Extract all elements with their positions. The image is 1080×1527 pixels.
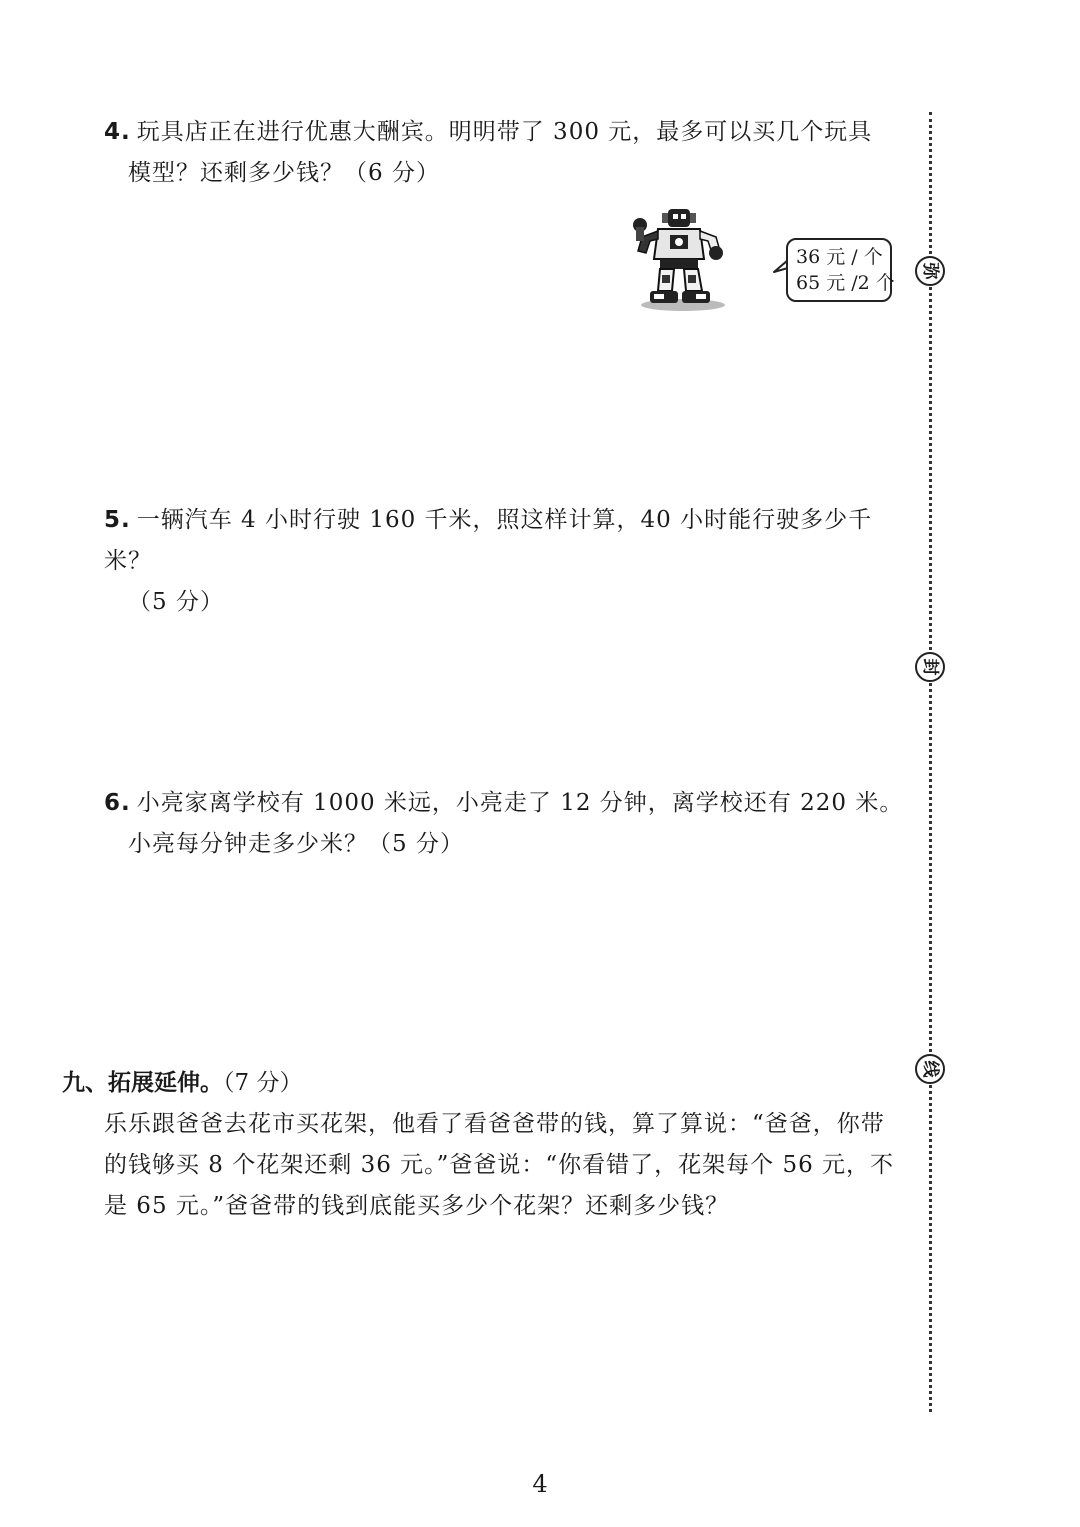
section-9-body: [104, 1104, 912, 1227]
section-text-line: 乐乐跟爸爸去花市买花架，他看了看爸爸带的钱，算了算说：“爸爸，你带: [104, 1111, 885, 1137]
section-title: 九、拓展延伸。: [62, 1070, 223, 1096]
question-text-line-2: 小亮每分钟走多少米？（5 分）: [128, 831, 464, 857]
question-text-line-1: 一辆汽车 4 小时行驶 160 千米，照这样计算，40 小时能行驶多少千米？: [104, 507, 873, 574]
question-number: 4.: [104, 119, 131, 145]
binding-mark: 封: [915, 652, 945, 682]
question-6: [104, 783, 914, 865]
question-text-line-2: 模型？还剩多少钱？（6 分）: [128, 160, 440, 186]
price-tag-bubble: [786, 238, 895, 302]
price-single: 36 元 / 个: [796, 246, 883, 268]
price-pair: 65 元 /2 个: [796, 272, 895, 294]
binding-mark: 线: [915, 1054, 945, 1084]
section-9-heading: [62, 1063, 302, 1104]
question-text-line-1: 玩具店正在进行优惠大酬宾。明明带了 300 元，最多可以买几个玩具: [136, 119, 873, 145]
binding-dotted-line: [929, 112, 932, 1412]
robot-toy-icon: [628, 203, 728, 313]
section-score: （7 分）: [223, 1070, 303, 1096]
question-number: 5.: [104, 507, 131, 533]
page-number: 4: [532, 1470, 548, 1498]
binding-mark: 弥: [915, 256, 945, 286]
section-text-line: 是 65 元。”爸爸带的钱到底能买多少个花架？还剩多少钱？: [104, 1193, 730, 1219]
question-4: [104, 112, 914, 194]
section-text-line: 的钱够买 8 个花架还剩 36 元。”爸爸说：“你看错了，花架每个 56 元，不: [104, 1152, 895, 1178]
question-number: 6.: [104, 790, 131, 816]
question-text-line-2: （5 分）: [128, 589, 224, 615]
question-5: [104, 500, 914, 623]
question-text-line-1: 小亮家离学校有 1000 米远，小亮走了 12 分钟，离学校还有 220 米。: [136, 790, 904, 816]
